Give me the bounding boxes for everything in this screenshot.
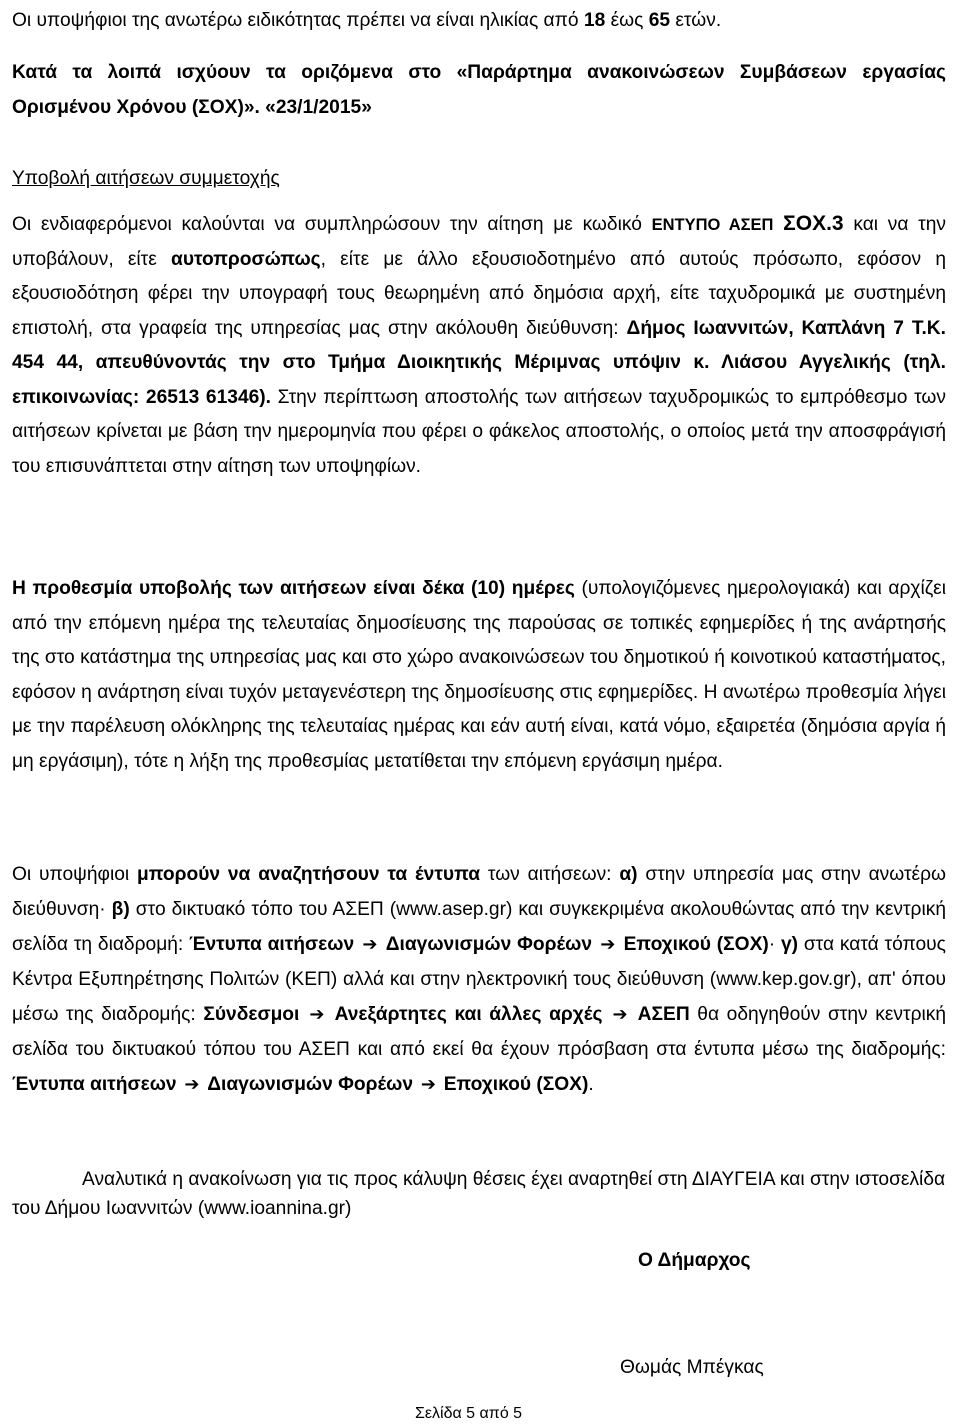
text: (υπολογιζόμενες ημερολογιακά) και αρχίζει από την επόμενη ημέρα της τελευταίας δημοσίευσης της παρούσας σε τοπικές εφημερίδες ή της ανάρτησής της στο κατάστημα της υπηρεσίας μας και στο χώρο ανακοινώσεων του δημοτικού ή κοινοτικού καταστήματος, εφόσον η ανάρτηση είναι τυχόν μεταγενέστερη της δημοσίευσης στις εφημερίδες. Η ανωτέρω προθεσμία λήγει με την παρέλευση ολόκληρης της τελευταίας ημέρας και εάν αυτή είναι, κατά νόμο, εξαιρετέα (δημόσια αργία ή μη εργάσιμη), τότε η λήξη της προθεσμίας μετατίθεται την επόμενη εργάσιμη ημέρα. — [12, 578, 946, 772]
text: έως — [605, 10, 649, 31]
arrow-right-icon: ➔ — [420, 1074, 436, 1094]
path-step: Έντυπα αιτήσεων — [12, 1074, 177, 1095]
form-code: ΕΝΤΥΠΟ ΑΣΕΠ — [651, 216, 774, 234]
text: · — [768, 934, 781, 955]
path-step: Σύνδεσμοι — [203, 1004, 300, 1025]
text: των αιτήσεων: — [480, 864, 620, 885]
text: . — [588, 1074, 594, 1095]
min-age: 18 — [583, 10, 606, 31]
arrow-right-icon: ➔ — [600, 934, 616, 954]
arrow-right-icon: ➔ — [612, 1004, 628, 1024]
option-a: α) — [619, 864, 638, 885]
text: και να την υποβάλουν, είτε — [12, 214, 946, 270]
path-step: Έντυπα αιτήσεων — [189, 934, 355, 955]
text: ετών. — [670, 10, 722, 31]
text: στα κατά τόπους Κέντρα Εξυπηρέτησης Πολιτών (ΚΕΠ) αλλά και στην ηλεκτρονική τους διεύθυνση (www.kep.gov.gr), απ' όπου μέσω της διαδρομής: — [12, 934, 946, 1025]
arrow-right-icon: ➔ — [309, 1004, 325, 1024]
forms-availability-paragraph — [12, 858, 946, 1103]
path-step: Εποχικού (ΣΟΧ) — [443, 1074, 589, 1095]
page-footer: Σελίδα 5 από 5 — [415, 1405, 523, 1422]
path-step: Ανεξάρτητες και άλλες αρχές — [334, 1004, 603, 1025]
text: Οι ενδιαφερόμενοι καλούνται να συμπληρώσουν την αίτηση με κωδικό — [12, 214, 652, 235]
text: στο δικτυακό τόπο του ΑΣΕΠ (www.asep.gr) και συγκεκριμένα ακολουθώντας από την κεντρική σελίδα τη διαδρομή: — [12, 898, 947, 955]
diavgeia-paragraph: Αναλυτικά η ανακοίνωση για τις προς κάλυψη θέσεις έχει αναρτηθεί στη ΔΙΑΥΓΕΙΑ και στην ιστοσελίδα του Δήμου Ιωαννιτών (www.ioannina.gr) — [12, 1169, 946, 1219]
text: , είτε με άλλο εξουσιοδοτημένο από αυτούς πρόσωπο, εφόσον η εξουσιοδότηση φέρει την υπογραφή τους θεωρημένη από δημόσια αρχή, είτε ταχυδρομικά με συστημένη επιστολή, στα γραφεία της υπηρεσίας μας στην ακόλουθη διεύθυνση: — [12, 248, 946, 339]
section-heading: Υποβολή αιτήσεων συμμετοχής — [12, 168, 280, 189]
signature-name: Θωμάς Μπέγκας — [620, 1357, 764, 1378]
deadline-paragraph — [12, 572, 946, 779]
option-b: β) — [111, 898, 130, 920]
path-step: Διαγωνισμών Φορέων — [207, 1074, 414, 1095]
address-contact: Δήμος Ιωαννιτών, Καπλάνη 7 Τ.Κ. 454 44, απευθύνοντάς την στο Τμήμα Διοικητικής Μέριμνας υπόψιν κ. Λιάσου Αγγελικής (τηλ. επικοινωνίας: 26513 61346). — [12, 317, 946, 408]
signature-title: Ο Δήμαρχος — [638, 1250, 751, 1271]
max-age: 65 — [648, 10, 671, 31]
option-c: γ) — [780, 934, 799, 955]
text: Οι υποψήφιοι της ανωτέρω ειδικότητας πρέπει να είναι ηλικίας από — [12, 10, 584, 31]
in-person-emphasis: αυτοπροσώπως — [171, 248, 321, 270]
arrow-right-icon: ➔ — [184, 1074, 200, 1094]
arrow-right-icon: ➔ — [362, 934, 378, 954]
forms-emphasis: μπορούν να αναζητήσουν τα έντυπα — [137, 864, 481, 885]
text: στην υπηρεσία μας στην ανωτέρω διεύθυνση· — [12, 864, 947, 920]
submission-paragraph — [12, 207, 946, 484]
annex-paragraph: Κατά τα λοιπά ισχύουν τα οριζόμενα στο «Παράρτημα ανακοινώσεων Συμβάσεων εργασίας Ορισμένου Χρόνου (ΣΟΧ)». «23/1/2015» — [12, 62, 946, 118]
age-requirement-paragraph — [12, 4, 946, 39]
path-step: Διαγωνισμών Φορέων — [385, 934, 592, 955]
path-step: Εποχικού (ΣΟΧ) — [623, 934, 769, 955]
text: Στην περίπτωση αποστολής των αιτήσεων ταχυδρομικώς το εμπρόθεσμο των αιτήσεων κρίνεται με βάση την ημερομηνία που φέρει ο φάκελος αποστολής, ο οποίος μετά την αποσφράγισή του επισυνάπτεται στην αίτηση των υποψηφίων. — [12, 386, 946, 477]
form-code-number: ΣΟΧ.3 — [783, 212, 844, 235]
text: θα οδηγηθούν στην κεντρική σελίδα του δικτυακού τόπου του ΑΣΕΠ και από εκεί θα έχουν πρόσβαση στα έντυπα μέσω της διαδρομής: — [12, 1004, 947, 1060]
deadline-emphasis: Η προθεσμία υποβολής των αιτήσεων είναι δέκα (10) ημέρες — [12, 578, 575, 599]
text: Οι υποψήφιοι — [12, 864, 137, 885]
path-step: ΑΣΕΠ — [637, 1004, 690, 1025]
text — [773, 214, 783, 235]
